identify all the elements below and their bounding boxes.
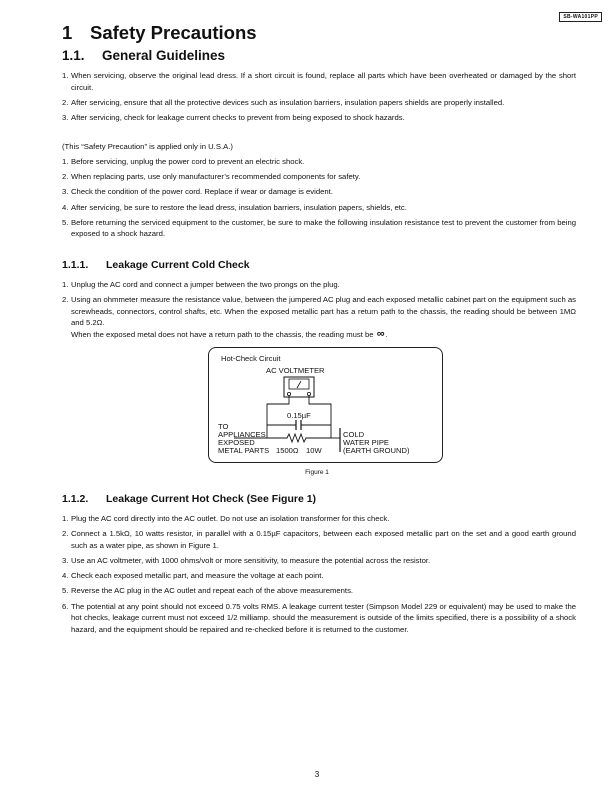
right-wire <box>309 396 331 438</box>
subsection-number: 1.1.2. <box>62 493 89 505</box>
item-number: 3. <box>62 555 69 565</box>
subsection-title: Leakage Current Cold Check <box>106 259 250 271</box>
list-item <box>62 585 576 597</box>
hot-check-heading <box>62 493 316 505</box>
list-item <box>62 601 576 636</box>
list-item <box>62 156 576 168</box>
return-path-note <box>71 329 576 341</box>
list-item <box>62 186 576 198</box>
section-number: 1 <box>62 22 73 43</box>
item-text: The potential at any point should not exceed 0.75 volts RMS. A leakage current tester (Simpson Model 229 or equivalent) may be used to make the hot checks, leakage current must not exceed 1/2 milliamp. should the measurement is outside of the limits specified, there is a possibility of a shock hazard, and the equipment should be repaired and re-checked before it is returned to the customer. <box>71 601 576 634</box>
subsection-title: General Guidelines <box>102 48 226 63</box>
item-number: 1. <box>62 280 69 289</box>
voltmeter-label: AC VOLTMETER <box>266 366 325 375</box>
left-label-line-1: TO <box>218 422 229 431</box>
item-text: After servicing, check for leakage current checks to prevent from being exposed to shock hazards. <box>71 112 405 122</box>
hot-check-list <box>62 513 576 639</box>
item-number: 5. <box>62 586 69 596</box>
usa-precautions-list <box>62 156 576 244</box>
item-number: 1. <box>62 157 69 166</box>
left-label-line-2: APPLIANCES <box>218 430 266 439</box>
general-guidelines-list <box>62 70 576 127</box>
item-text: When replacing parts, use only manufacturer’s recommended components for safety. <box>71 172 361 182</box>
item-number: 1. <box>62 514 69 523</box>
model-number-tag: SB-WA101PP <box>559 12 602 22</box>
list-item <box>62 279 576 291</box>
cold-check-heading <box>62 259 250 271</box>
hot-check-circuit-diagram <box>209 348 442 462</box>
list-item <box>62 97 576 109</box>
item-number: 2. <box>62 172 69 182</box>
item-text: Check the condition of the power cord. Replace if wear or damage is evident. <box>71 187 333 197</box>
section-title: Safety Precautions <box>90 22 257 43</box>
return-path-text: When the exposed metal does not have a return path to the chassis, the reading must be <box>71 329 374 339</box>
subsection-title: Leakage Current Hot Check (See Figure 1) <box>106 493 317 505</box>
list-item <box>62 171 576 183</box>
capacitor-label: 0.15µF <box>287 411 311 420</box>
item-text: Before servicing, unplug the power cord to prevent an electric shock. <box>71 157 305 166</box>
terminal-icon <box>307 392 310 395</box>
item-text: Unplug the AC cord and connect a jumper between the two prongs on the plug. <box>71 280 340 289</box>
list-item <box>62 513 576 525</box>
subsection-number: 1.1.1. <box>62 259 89 271</box>
item-number: 4. <box>62 202 69 212</box>
list-item <box>62 570 576 582</box>
item-number: 3. <box>62 187 69 197</box>
cold-check-list <box>62 279 576 344</box>
list-item <box>62 112 576 124</box>
sentence-end: . <box>385 329 388 339</box>
wattage-label: 10W <box>306 446 322 455</box>
item-text: Before returning the serviced equipment to the customer, be sure to make the following insulation resistance test to prevent the customer from being exposed to a shock hazard. <box>71 217 576 239</box>
item-text: After servicing, be sure to restore the lead dress, insulation barriers, insulation papers, shields, etc. <box>71 202 407 212</box>
item-number: 6. <box>62 601 69 611</box>
item-text: Reverse the AC plug in the AC outlet and repeat each of the above measurements. <box>71 586 354 596</box>
voltmeter-needle-icon <box>297 381 301 388</box>
section-heading <box>62 22 257 44</box>
item-text: Plug the AC cord directly into the AC outlet. Do not use an isolation transformer for this check. <box>71 514 390 523</box>
resistor-label: 1500Ω <box>276 446 299 455</box>
subsection-number: 1.1. <box>62 48 85 63</box>
item-text: Connect a 1.5kΩ, 10 watts resistor, in parallel with a 0.15µF capacitors, between each exposed metallic part on the set and a good earth ground such as a water pipe, as shown in Figure 1. <box>71 529 576 550</box>
terminal-icon <box>287 392 290 395</box>
left-label-line-3: EXPOSED <box>218 438 255 447</box>
list-item <box>62 202 576 214</box>
hot-check-circuit-figure <box>208 347 443 463</box>
resistor-icon <box>267 434 331 442</box>
page-number: 3 <box>314 770 320 779</box>
left-label-line-4: METAL PARTS <box>218 446 270 455</box>
item-text: When servicing, observe the original lead dress. If a short circuit is found, replace all parts which have been overheated or damaged by the short circuit. <box>71 71 576 92</box>
general-guidelines-heading <box>62 48 225 63</box>
right-label-line-1: COLD <box>343 430 365 439</box>
list-item <box>62 528 576 551</box>
right-label-line-3: (EARTH GROUND) <box>343 446 410 455</box>
item-text: After servicing, ensure that all the protective devices such as insulation barriers, insulation papers shields are properly installed. <box>71 97 505 107</box>
figure-title: Hot-Check Circuit <box>221 354 281 363</box>
item-number: 2. <box>62 529 69 539</box>
item-number: 2. <box>62 97 69 107</box>
list-item <box>62 294 576 340</box>
usa-note: (This “Safety Precaution” is applied only in U.S.A.) <box>62 142 233 151</box>
item-text: Use an AC voltmeter, with 1000 ohms/volt or more sensitivity, to measure the potential across the resistor. <box>71 555 431 565</box>
figure-caption: Figure 1 <box>305 469 329 476</box>
item-number: 1. <box>62 71 69 80</box>
list-item <box>62 555 576 567</box>
item-number: 3. <box>62 112 69 122</box>
item-text-block <box>71 294 576 340</box>
item-number: 5. <box>62 217 69 227</box>
infinity-symbol: ∞ <box>376 327 385 340</box>
item-number: 4. <box>62 571 69 581</box>
list-item <box>62 70 576 93</box>
item-text: Check each exposed metallic part, and measure the voltage at each point. <box>71 571 324 581</box>
list-item <box>62 217 576 240</box>
item-number: 2. <box>62 295 69 305</box>
right-label-line-2: WATER PIPE <box>343 438 389 447</box>
item-text: Using an ohmmeter measure the resistance value, between the jumpered AC plug and each exposed metallic cabinet part on the equipment such as screwheads, connectors, control shafts, etc. When the exposed metallic part has a return path to the chassis, the reading should be between 1MΩ and 5.2Ω. <box>71 295 576 328</box>
